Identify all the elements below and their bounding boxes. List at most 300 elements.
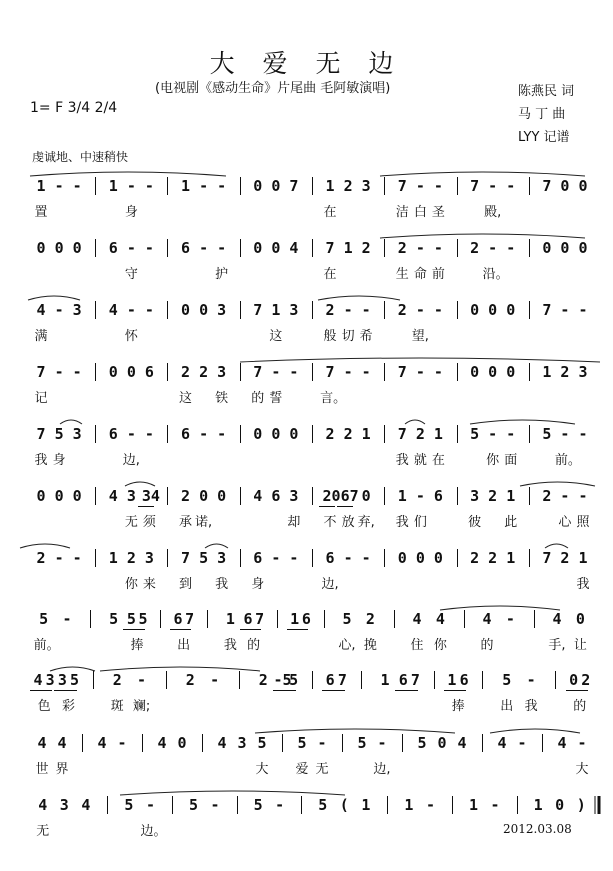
note: 2 [343, 425, 353, 443]
slur [470, 420, 575, 424]
note: 7 [410, 671, 420, 689]
note: 1 [361, 796, 371, 814]
lyric-syllable: 铁 [215, 391, 229, 406]
lyric-syllable: 身 [124, 205, 138, 220]
lyric-syllable: 切 [341, 329, 355, 344]
lyric-syllable: 心 [558, 515, 572, 530]
lyric-syllable: 心, [338, 638, 356, 653]
slur [50, 667, 95, 671]
note: 0 [126, 363, 136, 381]
note: 7 [181, 549, 191, 567]
note: 0 [108, 363, 118, 381]
lyric-syllable: 这 [269, 329, 283, 344]
note: - [210, 671, 220, 689]
note: 7 [337, 671, 347, 689]
lyric-syllable: 却 [287, 515, 301, 530]
lyric-syllable: 承 [179, 515, 193, 530]
note: - [488, 425, 498, 443]
note: 6 [398, 671, 408, 689]
note: 0 [560, 239, 570, 257]
lyric-syllable: 彼 [468, 515, 482, 530]
note: 0 [361, 487, 371, 505]
note: - [433, 301, 443, 319]
lyric-syllable: 的 [573, 699, 587, 714]
note: 1 [108, 549, 118, 567]
lyric-syllable: 在 [323, 205, 337, 220]
note: - [505, 610, 515, 628]
note: 2 [470, 549, 480, 567]
lyric-syllable: 放 [341, 515, 355, 530]
note: 6 [181, 239, 191, 257]
lyric-syllable: 怀 [124, 329, 138, 344]
note: 0 [506, 301, 516, 319]
lyric-syllable: 色 [37, 699, 51, 714]
lyric-syllable: 世 [35, 762, 49, 777]
note: 4 [435, 610, 445, 628]
note: 0 [253, 177, 263, 195]
note: 7 [36, 425, 46, 443]
note: 3 [57, 671, 67, 689]
lyric-syllable: 在 [431, 453, 445, 468]
note: 0 [578, 239, 588, 257]
lyric-syllable: 斑 [110, 699, 124, 714]
lyric-syllable: 照 [576, 515, 590, 530]
lyricist-credit: 陈燕民 词 [518, 84, 575, 99]
note: 4 [557, 734, 567, 752]
note: 2 [112, 671, 122, 689]
note: - [54, 177, 64, 195]
lyric-syllable: 无 [124, 515, 138, 530]
transcription-date: 2012.03.08 [503, 822, 572, 836]
lyric-syllable: 记 [34, 391, 48, 406]
note: - [560, 301, 570, 319]
slur [100, 667, 260, 671]
note: 2 [199, 363, 209, 381]
note: 5 [297, 734, 307, 752]
note: 6 [271, 487, 281, 505]
lyric-syllable: 我 [215, 577, 229, 592]
note: 3 [237, 734, 247, 752]
note: 1 [343, 239, 353, 257]
lyric-syllable: 你 [124, 577, 138, 592]
note: 2 [181, 487, 191, 505]
note: - [199, 239, 209, 257]
song-subtitle: (电视剧《感动生命》片尾曲 毛阿敏演唱) [155, 81, 391, 96]
note: 4 [412, 610, 422, 628]
note: - [144, 301, 154, 319]
slur [318, 296, 400, 300]
note: 6 [253, 549, 263, 567]
lyric-syllable: 大 [575, 762, 589, 777]
note: 1 [181, 177, 191, 195]
note: 7 [397, 177, 407, 195]
lyric-syllable: 边, [122, 453, 140, 468]
slur [440, 606, 560, 610]
note: - [62, 610, 72, 628]
note: 7 [36, 363, 46, 381]
note: 6 [459, 671, 469, 689]
note: 6 [325, 549, 335, 567]
lyric-syllable: 无 [36, 824, 50, 839]
note: 0 [217, 487, 227, 505]
note: - [289, 549, 299, 567]
note: 0 [470, 363, 480, 381]
lyric-syllable: 殿, [484, 205, 502, 220]
note: - [506, 239, 516, 257]
note: - [343, 363, 353, 381]
lyric-syllable: 斓; [132, 699, 151, 714]
lyric-syllable: 彩 [62, 699, 76, 714]
note: 2 [343, 177, 353, 195]
slur [520, 482, 595, 486]
note: 6 [325, 671, 335, 689]
note: - [275, 796, 285, 814]
song-title: 大 爱 无 边 [209, 49, 404, 78]
note: - [433, 177, 443, 195]
note: 0 [36, 239, 46, 257]
note: 1 [290, 610, 300, 628]
note: 7 [349, 487, 359, 505]
lyric-syllable: 洁 [395, 205, 409, 220]
note: 0 [415, 549, 425, 567]
note: 7 [253, 301, 263, 319]
note: - [425, 796, 435, 814]
lyric-syllable: 满 [34, 329, 48, 344]
note: - [578, 301, 588, 319]
note: - [126, 177, 136, 195]
lyric-syllable: 的 [480, 638, 494, 653]
note: 3 [141, 487, 151, 505]
lyric-syllable: 手, [548, 638, 566, 653]
note: - [137, 671, 147, 689]
lyric-syllable: 无 [315, 762, 329, 777]
note: - [289, 363, 299, 381]
lyric-syllable: 我 [395, 453, 409, 468]
note: 0 [488, 301, 498, 319]
note: 0 [575, 610, 585, 628]
note: - [415, 177, 425, 195]
note: 3 [144, 549, 154, 567]
note: - [54, 549, 64, 567]
note: 0 [253, 425, 263, 443]
lyric-syllable: 边, [321, 577, 339, 592]
note: 5 [253, 796, 263, 814]
note: 2 [126, 549, 136, 567]
lyric-syllable: 希 [359, 329, 373, 344]
lyric-syllable: 在 [323, 267, 337, 282]
note: - [433, 363, 443, 381]
composer-credit: 马 丁 曲 [518, 107, 566, 122]
note: 5 [126, 610, 136, 628]
note: 3 [45, 671, 55, 689]
lyric-syllable: 不 [323, 515, 337, 530]
note: - [117, 734, 127, 752]
lyric-syllable: 我 [395, 515, 409, 530]
lyric-syllable: 捧 [130, 638, 144, 653]
note: 3 [126, 487, 136, 505]
note: 1 [469, 796, 479, 814]
note: 3 [72, 425, 82, 443]
note: 0 [433, 549, 443, 567]
note: 4 [57, 734, 67, 752]
note: 4 [33, 671, 43, 689]
slur [490, 729, 580, 733]
note: 7 [253, 363, 263, 381]
lyric-syllable: 面 [504, 453, 518, 468]
note: - [144, 177, 154, 195]
note: 4 [217, 734, 227, 752]
note: 3 [361, 177, 371, 195]
note: 7 [185, 610, 195, 628]
slur [30, 172, 226, 176]
note: 0 [271, 425, 281, 443]
note: 3 [470, 487, 480, 505]
slur [380, 172, 585, 176]
lyric-syllable: 出 [500, 699, 514, 714]
note: - [415, 239, 425, 257]
note: - [526, 671, 536, 689]
note: 1 [108, 177, 118, 195]
note: 5 [357, 734, 367, 752]
note: 0 [488, 363, 498, 381]
note: - [415, 301, 425, 319]
note: 0 [506, 363, 516, 381]
slur [125, 482, 155, 486]
note: 4 [157, 734, 167, 752]
note: 0 [271, 239, 281, 257]
lyric-syllable: 边。 [140, 824, 167, 839]
note: - [217, 425, 227, 443]
lyric-syllable: 沿。 [482, 267, 509, 282]
note: 0 [72, 487, 82, 505]
note: ) [576, 796, 586, 814]
note: - [210, 796, 220, 814]
note: - [54, 301, 64, 319]
lyric-syllable: 前。 [33, 638, 60, 653]
note: 2 [415, 425, 425, 443]
note: 4 [108, 301, 118, 319]
note: 1 [533, 796, 543, 814]
note: - [126, 301, 136, 319]
note: - [506, 425, 516, 443]
lyric-syllable: 置 [34, 205, 48, 220]
note: ( [339, 796, 349, 814]
note: 0 [177, 734, 187, 752]
note: 4 [482, 610, 492, 628]
note: - [271, 549, 281, 567]
note: - [560, 425, 570, 443]
lyric-syllable: 此 [504, 515, 518, 530]
note: 0 [289, 425, 299, 443]
note: 5 [124, 796, 134, 814]
note: - [317, 734, 327, 752]
note: 4 [36, 301, 46, 319]
note: 6 [181, 425, 191, 443]
lyric-syllable: 来 [142, 577, 156, 592]
note: - [217, 239, 227, 257]
lyric-syllable: 我 [524, 699, 538, 714]
note: 0 [54, 487, 64, 505]
note: - [578, 425, 588, 443]
note: - [343, 301, 353, 319]
note: 0 [253, 239, 263, 257]
slur [60, 420, 82, 424]
note: 0 [199, 487, 209, 505]
tempo-marking: 虔诚地、中速稍快 [32, 150, 129, 164]
note: - [361, 363, 371, 381]
note: 2 [397, 239, 407, 257]
lyric-syllable: 白 [413, 205, 427, 220]
note: 3 [59, 796, 69, 814]
note: 0 [72, 239, 82, 257]
note: - [415, 363, 425, 381]
note: 4 [552, 610, 562, 628]
note: 0 [181, 301, 191, 319]
note: 7 [542, 177, 552, 195]
note: 0 [470, 301, 480, 319]
note: 1 [397, 487, 407, 505]
note: 0 [199, 301, 209, 319]
lyric-syllable: 们 [413, 515, 427, 530]
note: 6 [433, 487, 443, 505]
note: 2 [365, 610, 375, 628]
note: 5 [138, 610, 148, 628]
note: 2 [560, 363, 570, 381]
slur [255, 729, 455, 733]
note: - [560, 487, 570, 505]
lyric-syllable: 护 [215, 267, 229, 282]
note: 5 [417, 734, 427, 752]
lyric-syllable: 誓 [269, 391, 283, 406]
note: - [577, 734, 587, 752]
lyric-syllable: 挽 [363, 638, 377, 653]
note: 6 [301, 610, 311, 628]
note: 2 [325, 425, 335, 443]
note: 2 [181, 363, 191, 381]
note: - [490, 796, 500, 814]
note: - [488, 177, 498, 195]
note: 3 [217, 301, 227, 319]
slur [545, 544, 568, 548]
note: - [126, 239, 136, 257]
note: 1 [433, 425, 443, 443]
note: 2 [322, 487, 332, 505]
lyric-syllable: 的 [247, 638, 261, 653]
transcriber-credit: LYY 记谱 [518, 130, 570, 145]
note: 1 [506, 549, 516, 567]
lyric-syllable: 我 [223, 638, 237, 653]
note: 3 [72, 301, 82, 319]
note: 2 [560, 549, 570, 567]
note: - [199, 425, 209, 443]
lyric-syllable: 就 [413, 453, 427, 468]
note: 1 [578, 549, 588, 567]
note: - [199, 177, 209, 195]
note: 3 [578, 363, 588, 381]
lyric-syllable: 我 [34, 453, 48, 468]
note: 5 [109, 610, 119, 628]
note: 7 [542, 301, 552, 319]
note: 5 [502, 671, 512, 689]
note: - [145, 796, 155, 814]
lyric-syllable: 爱 [295, 762, 309, 777]
note: 6 [144, 363, 154, 381]
lyric-syllable: 的 [251, 391, 265, 406]
note: - [578, 487, 588, 505]
note: - [433, 239, 443, 257]
note: 0 [331, 487, 341, 505]
note: 2 [258, 671, 268, 689]
note: 2 [397, 301, 407, 319]
note: - [361, 301, 371, 319]
lyric-syllable: 这 [179, 391, 193, 406]
note: - [415, 487, 425, 505]
note: - [506, 177, 516, 195]
note: 1 [447, 671, 457, 689]
note: 0 [542, 239, 552, 257]
lyric-syllable: 界 [55, 762, 69, 777]
note: 2 [581, 671, 591, 689]
lyric-syllable: 命 [413, 267, 427, 282]
note: 1 [506, 487, 516, 505]
note: 2 [36, 549, 46, 567]
note: 5 [257, 734, 267, 752]
lyric-syllable: 言。 [320, 391, 347, 406]
note: 0 [560, 177, 570, 195]
note: - [126, 425, 136, 443]
note: - [343, 549, 353, 567]
note: 4 [289, 239, 299, 257]
note: 1 [225, 610, 235, 628]
lyric-syllable: 大 [255, 762, 269, 777]
lyric-syllable: 前。 [554, 453, 581, 468]
note: 3 [217, 549, 227, 567]
note: 6 [173, 610, 183, 628]
note: 0 [397, 549, 407, 567]
lyric-syllable: 守 [124, 267, 138, 282]
note: 5 [289, 671, 299, 689]
note: 6 [108, 239, 118, 257]
note: 5 [39, 610, 49, 628]
note: 7 [397, 363, 407, 381]
note: - [271, 363, 281, 381]
note: 5 [54, 425, 64, 443]
slur [240, 358, 600, 362]
note: 1 [325, 177, 335, 195]
note: 6 [243, 610, 253, 628]
note: 4 [150, 487, 160, 505]
lyric-syllable: 般 [323, 329, 337, 344]
note: 4 [37, 734, 47, 752]
note: 4 [108, 487, 118, 505]
lyric-syllable: 住 [410, 638, 424, 653]
lyric-syllable: 你 [486, 453, 500, 468]
note: 2 [488, 487, 498, 505]
lyric-syllable: 望, [411, 329, 429, 344]
note: 2 [542, 487, 552, 505]
lyric-syllable: 你 [433, 638, 447, 653]
note: 5 [318, 796, 328, 814]
note: 2 [325, 301, 335, 319]
note: 7 [542, 549, 552, 567]
note: 0 [36, 487, 46, 505]
note: - [217, 177, 227, 195]
lyric-syllable: 捧 [451, 699, 465, 714]
note: 3 [289, 301, 299, 319]
note: 7 [325, 239, 335, 257]
slur [205, 544, 228, 548]
note: - [72, 363, 82, 381]
